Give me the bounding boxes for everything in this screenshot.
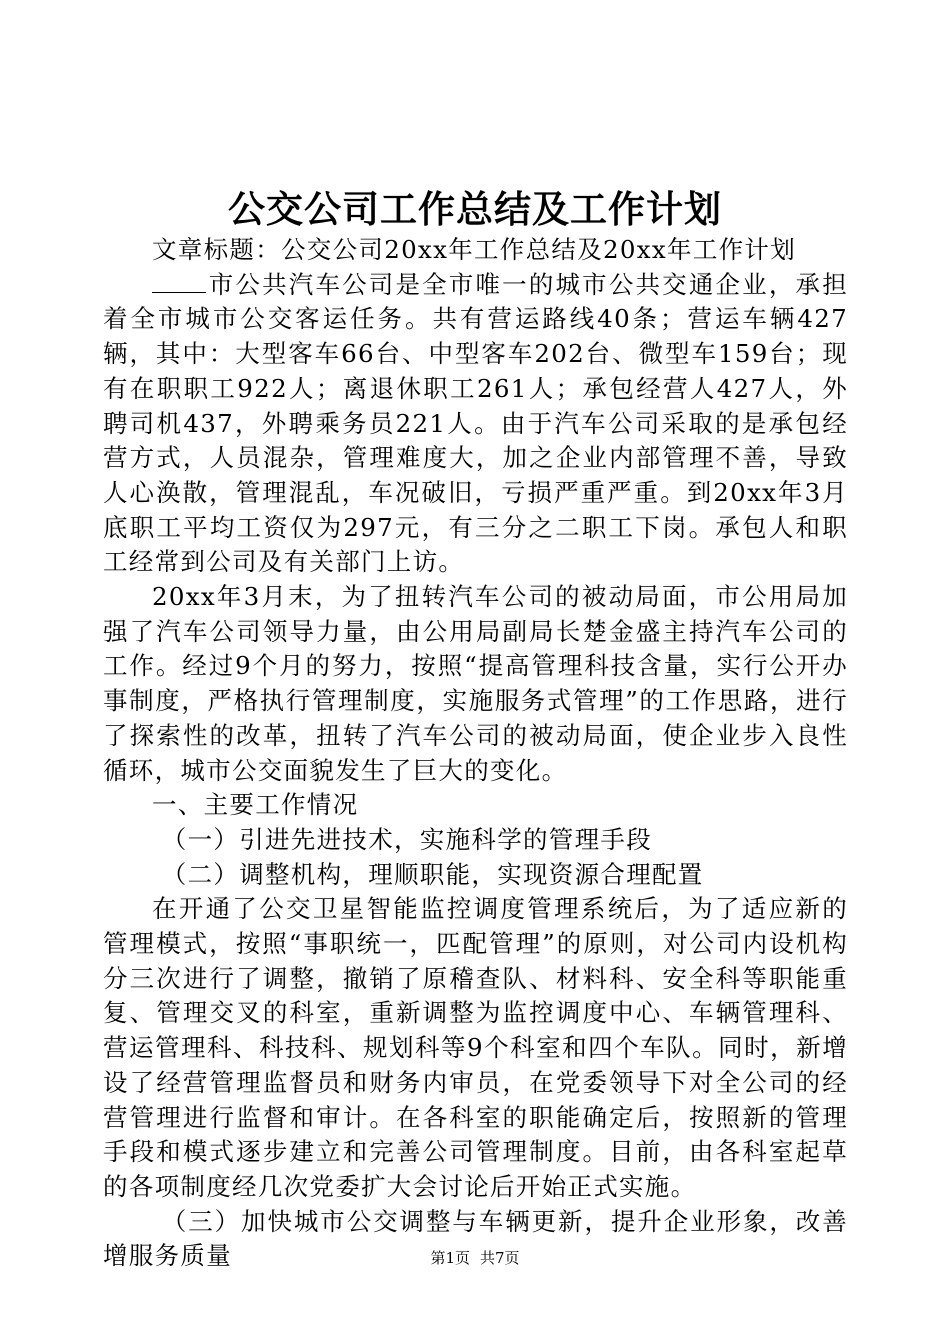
intro-paragraph [103,268,848,580]
document-title: 公交公司工作总结及工作计划 [228,187,722,231]
blank-underline [152,270,206,293]
subsection-heading-3: （三）加快城市公交调整与车辆更新，提升企业形象，改善增服务质量 [103,1206,848,1271]
page-number: 第1页 [430,1249,470,1267]
subsection-heading-1: （一）引进先进技术，实施科学的管理手段 [161,824,652,854]
article-title-line: 文章标题：公交公司20xx年工作总结及20xx年工作计划 [152,235,797,264]
document-body [103,233,848,1274]
restructure-paragraph: 在开通了公交卫星智能监控调度管理系统后，为了适应新的管理模式，按照“事职统一，匹配管理”的原则，对公司内设机构分三次进行了调整，撤销了原稽查队、材料科、安全科等职能重复、管理交叉的科室，重新调整为监控调度中心、车辆管理科、营运管理科、科技科、规划科等9个科室和四个车队。同时，新增设了经营管理监督员和财务内审员，在党委领导下对全公司的经营管理进行监督和审计。在各科室的职能确定后，按照新的管理手段和模式逐步建立和完善公司管理制度。目前，由各科室起草的各项制度经几次党委扩大会讨论后开始正式实施。 [103,894,848,1201]
reform-paragraph: 20xx年3月末，为了扭转汽车公司的被动局面，市公用局加强了汽车公司领导力量，由公用局副局长楚金盛主持汽车公司的工作。经过9个月的努力，按照“提高管理科技含量，实行公开办事制度，严格执行管理制度，实施服务式管理”的工作思路，进行了探索性的改革，扭转了汽车公司的被动局面，使企业步入良性循环，城市公交面貌发生了巨大的变化。 [103,582,848,785]
intro-paragraph-text: 市公共汽车公司是全市唯一的城市公共交通企业，承担着全市城市公交客运任务。共有营运路线40条；营运车辆427辆，其中：大型客车66台、中型客车202台、微型车159台；现有在职职工922人；离退休职工261人；承包经营人427人，外聘司机437，外聘乘务员221人。由于汽车公司采取的是承包经营方式，人员混杂，管理难度大，加之企业内部管理不善，导致人心涣散，管理混乱，车况破旧，亏损严重严重。到20xx年3月底职工平均工资仅为297元，有三分之二职工下岗。承包人和职工经常到公司及有关部门上访。 [103,269,848,577]
subsection-heading-2: （二）调整机构，理顺职能，实现资源合理配置 [161,859,704,889]
page-total: 共7页 [480,1249,520,1267]
page-footer [0,1248,950,1268]
section-heading-main-work: 一、主要工作情况 [152,790,359,820]
